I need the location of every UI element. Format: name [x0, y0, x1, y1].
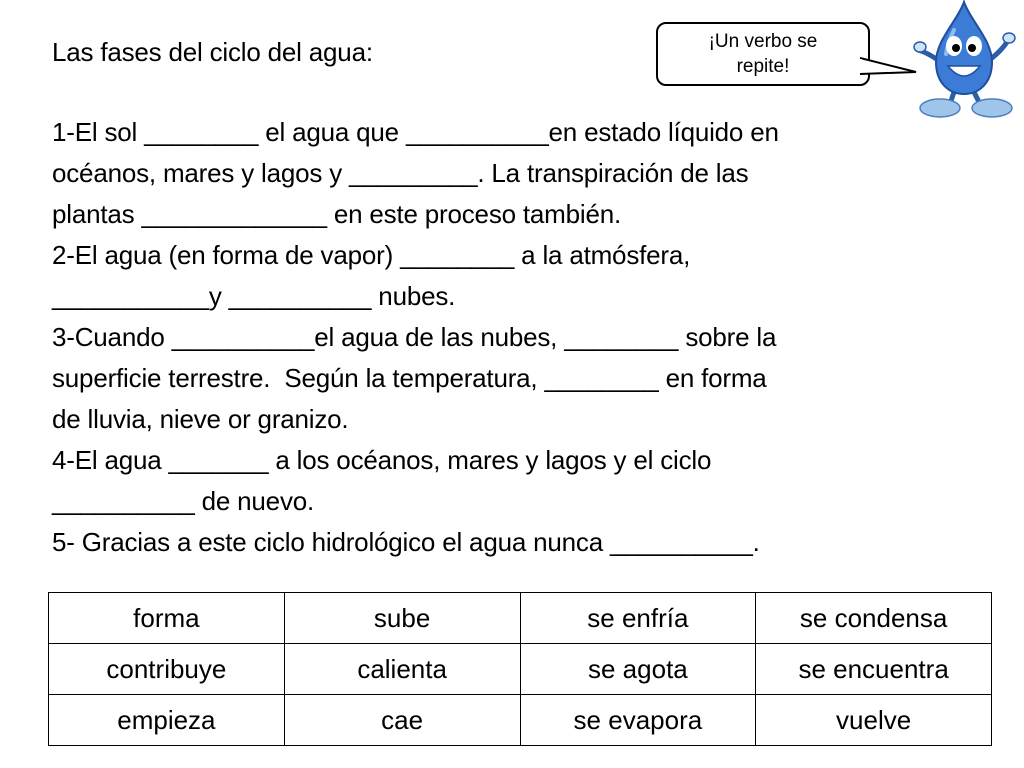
exercise-line-2: océanos, mares y lagos y _________. La transpiración de las — [52, 158, 749, 188]
table-cell: sube — [284, 593, 520, 644]
exercise-line-7: superficie terrestre. Según la temperatura, ________ en forma — [52, 363, 767, 393]
table-row — [49, 593, 992, 644]
table-cell: forma — [49, 593, 285, 644]
table-row — [49, 695, 992, 746]
speech-bubble-line-2: repite! — [736, 56, 790, 77]
table-cell: se condensa — [756, 593, 992, 644]
table-cell: contribuye — [49, 644, 285, 695]
exercise-line-10: __________ de nuevo. — [52, 486, 315, 516]
table-cell: se agota — [520, 644, 756, 695]
exercise-line-6: 3-Cuando __________el agua de las nubes, ________ sobre la — [52, 322, 777, 352]
table-row — [49, 644, 992, 695]
exercise-line-8: de lluvia, nieve or granizo. — [52, 404, 349, 434]
exercise-line-3: plantas _____________ en este proceso también. — [52, 199, 622, 229]
exercise-line-4: 2-El agua (en forma de vapor) ________ a la atmósfera, — [52, 240, 691, 270]
worksheet-title: Las fases del ciclo del agua: — [52, 37, 373, 67]
table-cell: calienta — [284, 644, 520, 695]
exercise-line-1: 1-El sol ________ el agua que __________en estado líquido en — [52, 117, 779, 147]
speech-bubble-line-1: ¡Un verbo se — [708, 31, 818, 52]
table-cell: cae — [284, 695, 520, 746]
table-cell: se enfría — [520, 593, 756, 644]
speech-bubble — [656, 22, 870, 86]
water-drop-mascot-icon — [908, 0, 1020, 122]
table-cell: empieza — [49, 695, 285, 746]
exercise-line-9: 4-El agua _______ a los océanos, mares y lagos y el ciclo — [52, 445, 712, 475]
table-cell: vuelve — [756, 695, 992, 746]
exercise-line-5: ___________y __________ nubes. — [52, 281, 456, 311]
word-bank-table — [48, 592, 992, 746]
exercise-text — [52, 112, 952, 563]
table-cell: se encuentra — [756, 644, 992, 695]
table-cell: se evapora — [520, 695, 756, 746]
exercise-line-11: 5- Gracias a este ciclo hidrológico el agua nunca __________. — [52, 527, 760, 557]
